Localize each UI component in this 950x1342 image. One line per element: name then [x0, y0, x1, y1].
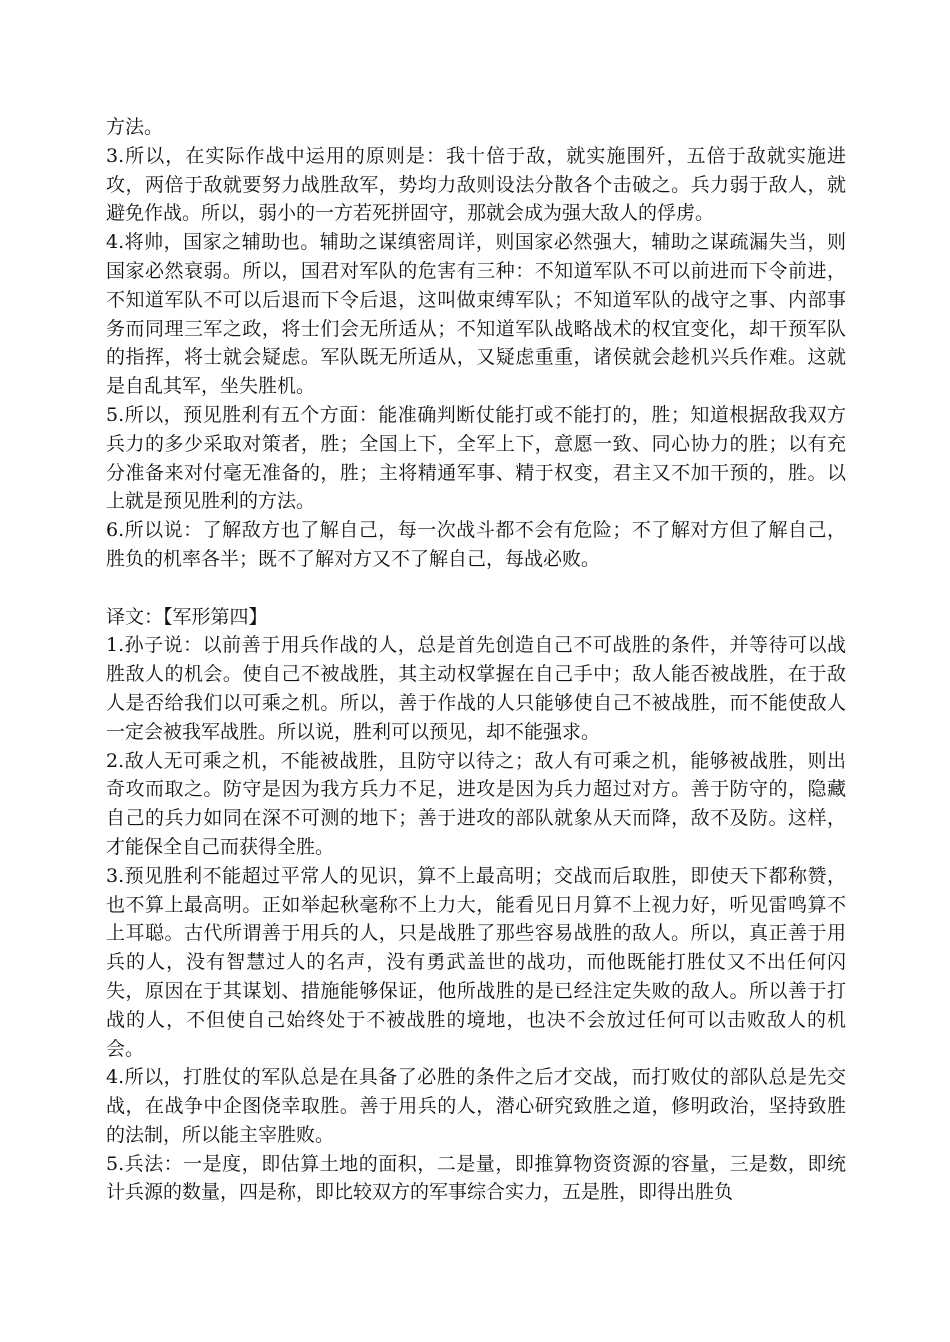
- paragraph-5-foresee-victory: 5.所以，预见胜利有五个方面：能准确判断仗能打或不能打的，胜；知道根据敌我双方兵力的多少采取对策者，胜；全国上下，全军上下，意愿一致、同心协力的胜；以有充分准备来对付毫无准备的，胜；主将精通军事、精于权变，君主又不加干预的，胜。以上就是预见胜利的方法。: [106, 403, 846, 513]
- paragraph-1-sunzi-said: 1.孙子说：以前善于用兵作战的人，总是首先创造自己不可战胜的条件，并等待可以战胜敌人的机会。使自己不被战胜，其主动权掌握在自己手中；敌人能否被战胜，在于敌人是否给我们以可乘之机。所以，善于作战的人只能够使自己不被战胜，而不能使敌人一定会被我军战胜。所以说，胜利可以预见，却不能强求。: [106, 634, 846, 743]
- paragraph-6-know-enemy: 6.所以说：了解敌方也了解自己，每一次战斗都不会有危险；不了解对方但了解自己，胜负的机率各半；既不了解对方又不了解自己，每战必败。: [106, 519, 846, 570]
- document-page: [106, 113, 846, 1207]
- paragraph-2-defense-attack: 2.敌人无可乘之机，不能被战胜，且防守以待之；敌人有可乘之机，能够被战胜，则出奇攻而取之。防守是因为我方兵力不足，进攻是因为兵力超过对方。善于防守的，隐藏自己的兵力如同在深不可测的地下；善于进攻的部队就象从天而降，敌不及防。这样，才能保全自己而获得全胜。: [106, 749, 846, 858]
- paragraph-5-art-of-war: 5.兵法：一是度，即估算土地的面积，二是量，即推算物资资源的容量，三是数，即统计兵源的数量，四是称，即比较双方的军事综合实力，五是胜，即得出胜负: [106, 1152, 846, 1204]
- paragraph-4-winning-army: 4.所以，打胜仗的军队总是在具备了必胜的条件之后才交战，而打败仗的部队总是先交战，在战争中企图侥幸取胜。善于用兵的人，潜心研究致胜之道，修明政治，坚持致胜的法制，所以能主宰胜败。: [106, 1066, 846, 1146]
- paragraph-3-principle: 3.所以，在实际作战中运用的原则是：我十倍于敌，就实施围歼，五倍于敌就实施进攻，两倍于敌就要努力战胜敌军，势均力敌则设法分散各个击破之。兵力弱于敌人，就避免作战。所以，弱小的一方若死拼固守，那就会成为强大敌人的俘虏。: [106, 144, 846, 225]
- section-gap: [106, 574, 846, 603]
- section-heading: 译文：【军形第四】: [106, 605, 268, 628]
- paragraph-3-foresee: 3.预见胜利不能超过平常人的见识，算不上最高明；交战而后取胜，即使天下都称赞，也不算上最高明。正如举起秋毫称不上力大，能看见日月算不上视力好，听见雷鸣算不上耳聪。古代所谓善于用兵的人，只是战胜了那些容易战胜的敌人。所以，真正善于用兵的人，没有智慧过人的名声，没有勇武盖世的战功，而他既能打胜仗又不出任何闪失，原因在于其谋划、措施能够保证，他所战胜的是已经注定失败的敌人。所以善于打战的人，不但使自己始终处于不被战胜的境地，也决不会放过任何可以击败敌人的机会。: [106, 864, 846, 1060]
- paragraph-4-general: 4.将帅，国家之辅助也。辅助之谋缜密周详，则国家必然强大，辅助之谋疏漏失当，则国家必然衰弱。所以，国君对军队的危害有三种：不知道军队不可以前进而下令前进，不知道军队不可以后退而下令后退，这叫做束缚军队；不知道军队的战守之事、内部事务而同理三军之政，将士们会无所适从；不知道军队战略战术的权宜变化，却干预军队的指挥，将士就会疑虑。军队既无所适从，又疑虑重重，诸侯就会趁机兴兵作难。这就是自乱其军，坐失胜机。: [106, 231, 846, 398]
- paragraph-method-end: 方法。: [106, 116, 164, 138]
